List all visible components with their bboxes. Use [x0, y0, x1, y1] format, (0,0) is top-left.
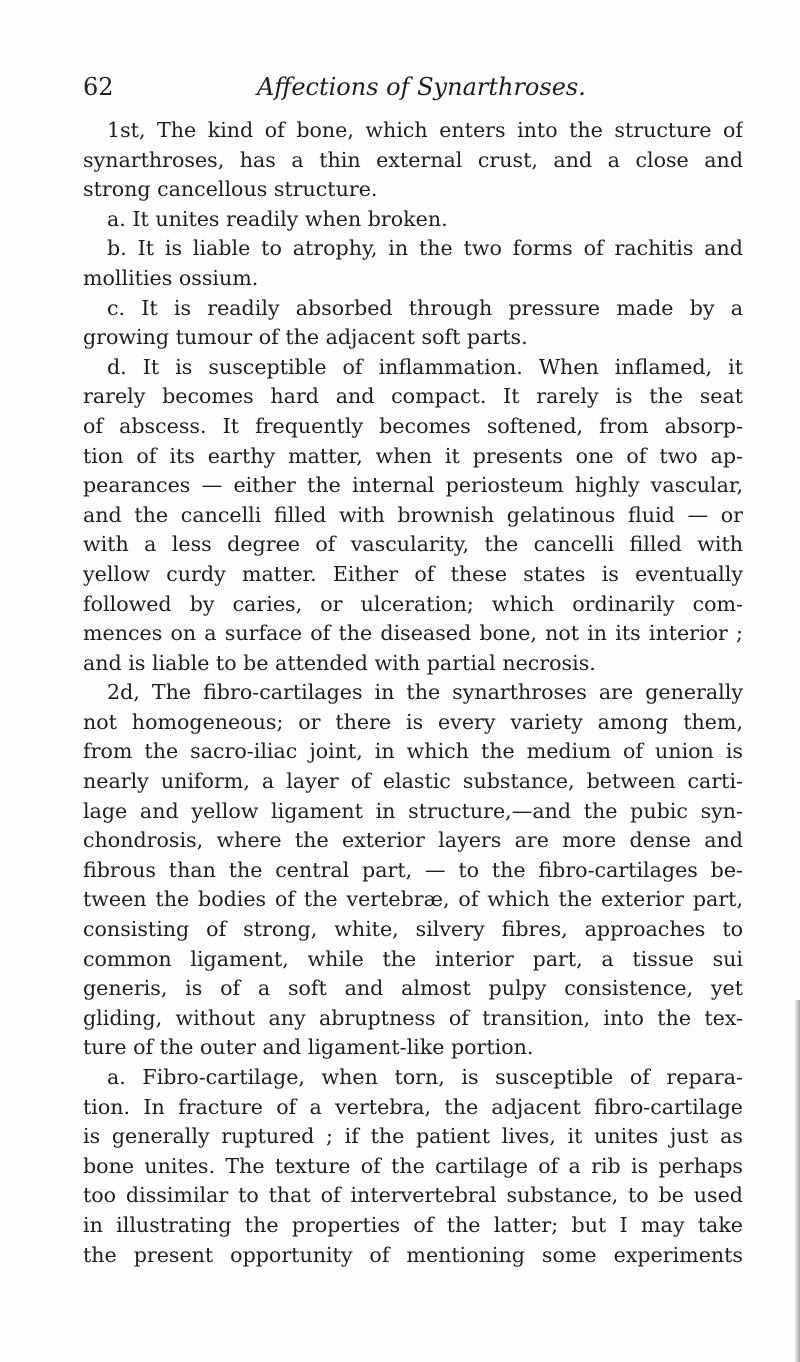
text-line — [83, 146, 743, 176]
text-line — [83, 382, 743, 412]
text-line — [83, 678, 743, 708]
text-line — [83, 1152, 743, 1182]
text-line — [83, 915, 743, 945]
text-line — [83, 442, 743, 472]
text-line — [83, 501, 743, 531]
running-head — [83, 70, 743, 104]
text-line-content: bone unites. The texture of the cartilage of a rib is perhaps — [83, 1153, 743, 1178]
text-line — [83, 560, 743, 590]
text-line — [83, 1004, 743, 1034]
text-line — [83, 1063, 743, 1093]
text-line — [83, 1241, 743, 1271]
page-number: 62 — [83, 73, 114, 101]
text-line — [83, 1181, 743, 1211]
text-line-content: growing tumour of the adjacent soft parts. — [83, 325, 528, 350]
text-line — [83, 1093, 743, 1123]
text-line-content: b. It is liable to atrophy, in the two forms of rachitis and — [107, 236, 743, 261]
text-line-content: rarely becomes hard and compact. It rarely is the seat — [83, 384, 743, 409]
text-line-content: synarthroses, has a thin external crust, and a close and — [83, 147, 743, 172]
page-edge-shadow — [794, 1000, 800, 1362]
text-line — [83, 1211, 743, 1241]
running-title: Affections of Synarthroses. — [257, 73, 586, 101]
text-line-content: pearances — either the internal periosteum highly vascular, — [83, 473, 743, 498]
text-line — [83, 530, 743, 560]
text-line-content: common ligament, while the interior part, a tissue sui — [83, 946, 743, 971]
text-line-content: fibrous than the central part, — to the fibro-cartilages be- — [83, 857, 743, 882]
text-line-content: ture of the outer and ligament-like portion. — [83, 1035, 534, 1060]
text-line-content: is generally ruptured ; if the patient lives, it unites just as — [83, 1124, 743, 1149]
text-line-content: chondrosis, where the exterior layers are more dense and — [83, 828, 743, 853]
text-line-content: a. It unites readily when broken. — [107, 206, 448, 231]
text-line-content: c. It is readily absorbed through pressure made by a — [107, 295, 743, 320]
text-line — [83, 412, 743, 442]
text-line — [83, 797, 743, 827]
text-line — [83, 590, 743, 620]
text-line — [83, 175, 743, 205]
text-line — [83, 323, 743, 353]
text-line-content: from the sacro-iliac joint, in which the medium of union is — [83, 739, 743, 764]
text-line-content: gliding, without any abruptness of transition, into the tex- — [83, 1005, 743, 1030]
text-line-content: 2d, The fibro-cartilages in the synarthroses are generally — [107, 680, 743, 705]
text-line-content: yellow curdy matter. Either of these states is eventually — [83, 561, 743, 586]
text-line — [83, 649, 743, 679]
text-line — [83, 945, 743, 975]
text-line-content: tween the bodies of the vertebræ, of which the exterior part, — [83, 887, 743, 912]
text-line-content: too dissimilar to that of intervertebral substance, to be used — [83, 1183, 743, 1208]
text-line-content: tion. In fracture of a vertebra, the adjacent fibro-cartilage — [83, 1094, 743, 1119]
text-line — [83, 234, 743, 264]
text-line — [83, 885, 743, 915]
text-line-content: strong cancellous structure. — [83, 177, 378, 202]
text-line — [83, 471, 743, 501]
body-text — [83, 116, 743, 1270]
text-line — [83, 826, 743, 856]
text-line — [83, 1033, 743, 1063]
text-line — [83, 353, 743, 383]
text-line-content: consisting of strong, white, silvery fibres, approaches to — [83, 917, 743, 942]
text-line — [83, 974, 743, 1004]
text-line-content: and is liable to be attended with partial necrosis. — [83, 650, 596, 675]
text-line-content: and the cancelli filled with brownish gelatinous fluid — or — [83, 502, 743, 527]
text-line-content: the present opportunity of mentioning some experiments — [83, 1242, 743, 1267]
text-line-content: 1st, The kind of bone, which enters into the structure of — [107, 118, 743, 142]
text-line-content: d. It is susceptible of inflammation. When inflamed, it — [107, 354, 743, 379]
text-line-content: not homogeneous; or there is every variety among them, — [83, 709, 743, 734]
text-line-content: mollities ossium. — [83, 265, 259, 290]
text-line — [83, 1122, 743, 1152]
text-line-content: in illustrating the properties of the latter; but I may take — [83, 1212, 743, 1237]
text-line-content: generis, is of a soft and almost pulpy consistence, yet — [83, 976, 743, 1001]
text-line — [83, 116, 743, 146]
text-line-content: with a less degree of vascularity, the cancelli filled with — [83, 532, 743, 557]
text-line — [83, 737, 743, 767]
text-line-content: a. Fibro-cartilage, when torn, is susceptible of repara- — [107, 1065, 743, 1089]
text-line-content: tion of its earthy matter, when it presents one of two ap- — [83, 443, 743, 468]
text-line-content: mences on a surface of the diseased bone, not in its interior ; — [83, 621, 743, 646]
text-line — [83, 264, 743, 294]
text-line — [83, 856, 743, 886]
text-line — [83, 767, 743, 797]
text-line — [83, 294, 743, 324]
text-line-content: lage and yellow ligament in structure,—and the pubic syn- — [83, 798, 743, 823]
text-line — [83, 619, 743, 649]
text-line — [83, 708, 743, 738]
text-line — [83, 205, 743, 235]
text-line-content: of abscess. It frequently becomes softened, from absorp- — [83, 413, 743, 438]
text-line-content: followed by caries, or ulceration; which ordinarily com- — [83, 591, 743, 616]
text-line-content: nearly uniform, a layer of elastic substance, between carti- — [83, 769, 743, 794]
